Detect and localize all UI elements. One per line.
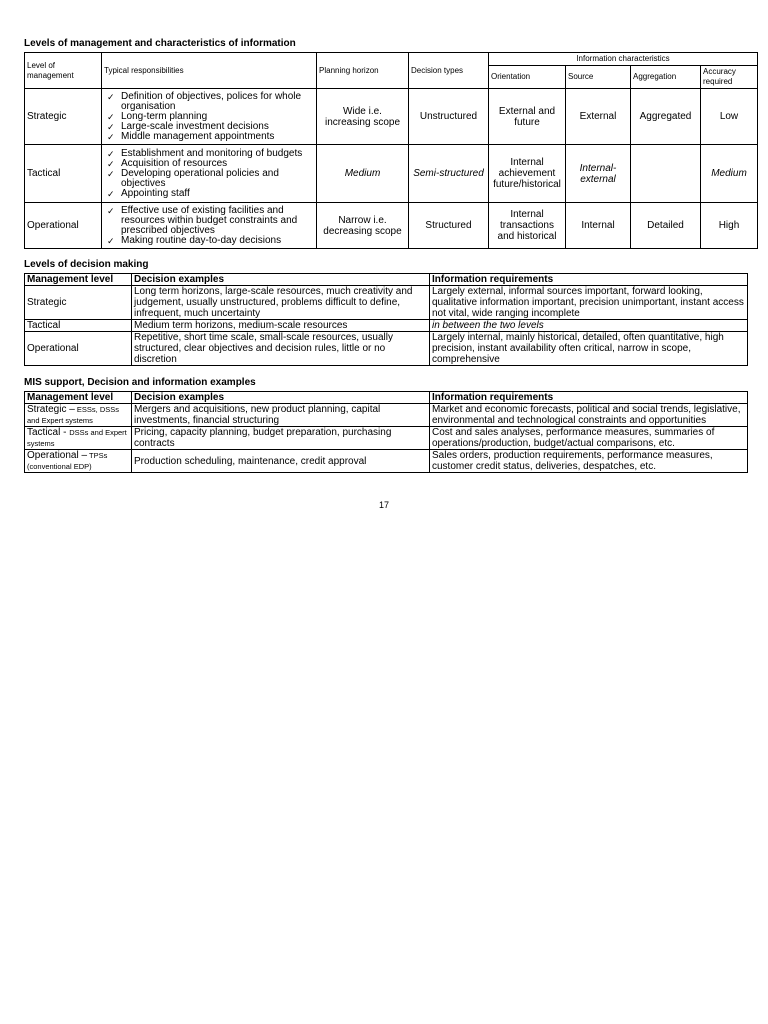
row-level bbox=[25, 450, 132, 473]
row-orientation: External and future bbox=[489, 89, 566, 145]
row-examples: Repetitive, short time scale, small-scale resources, usually structured, clear objectives and decision rules, little or no discretion bbox=[132, 332, 430, 366]
row-examples: Medium term horizons, medium-scale resources bbox=[132, 320, 430, 332]
row-level: Tactical bbox=[25, 320, 132, 332]
row-orientation: Internal achievement future/historical bbox=[489, 145, 566, 203]
list-item: ✓ Large-scale investment decisions bbox=[107, 122, 314, 132]
row-planning: Wide i.e. increasing scope bbox=[317, 89, 409, 145]
table-row bbox=[25, 89, 758, 145]
row-planning: Narrow i.e. decreasing scope bbox=[317, 203, 409, 249]
table-row bbox=[25, 450, 748, 473]
list-item: ✓ Definition of objectives, polices for whole organisation bbox=[107, 92, 314, 112]
row-level: Strategic bbox=[25, 89, 102, 145]
table-header-row bbox=[25, 392, 748, 404]
header-source: Source bbox=[566, 66, 631, 89]
row-responsibilities bbox=[102, 145, 317, 203]
header-accuracy: Accuracy required bbox=[701, 66, 758, 89]
header-management-level: Management level bbox=[25, 392, 132, 404]
header-planning: Planning horizon bbox=[317, 53, 409, 89]
row-examples: Pricing, capacity planning, budget preparation, purchasing contracts bbox=[132, 427, 430, 450]
list-item: ✓ Effective use of existing facilities and resources within budget constraints and prescribed objectives bbox=[107, 206, 314, 236]
row-decision: Structured bbox=[409, 203, 489, 249]
row-info: Market and economic forecasts, political and social trends, legislative, environmental and technological constraints and opportunities bbox=[430, 404, 748, 427]
row-info: Largely internal, mainly historical, detailed, often quantitative, high precision, instant availability often critical, narrow in scope, comprehensive bbox=[430, 332, 748, 366]
section-title-mis-support: MIS support, Decision and information examples bbox=[24, 377, 256, 388]
row-aggregation: Detailed bbox=[631, 203, 701, 249]
table-row bbox=[25, 286, 748, 320]
row-decision: Semi-structured bbox=[409, 145, 489, 203]
list-item: ✓ Establishment and monitoring of budgets bbox=[107, 149, 314, 159]
list-item: ✓ Developing operational policies and objectives bbox=[107, 169, 314, 189]
section-title-decision-making: Levels of decision making bbox=[24, 259, 149, 270]
row-level: Strategic bbox=[25, 286, 132, 320]
row-level bbox=[25, 427, 132, 450]
page-number: 17 bbox=[378, 500, 389, 510]
list-item: ✓ Making routine day-to-day decisions bbox=[107, 236, 314, 246]
row-level: Operational bbox=[25, 203, 102, 249]
row-info: Cost and sales analyses, performance measures, summaries of operations/production, budget/actual comparisons, etc. bbox=[430, 427, 748, 450]
header-info-characteristics: Information characteristics bbox=[489, 53, 758, 66]
row-examples: Long term horizons, large-scale resources, much creativity and judgement, usually unstructured, problems difficult to define, infrequent, much uncertainty bbox=[132, 286, 430, 320]
row-source: Internal bbox=[566, 203, 631, 249]
row-aggregation bbox=[631, 145, 701, 203]
level-systems: TPSs (conventional EDP) bbox=[27, 451, 108, 471]
row-decision: Unstructured bbox=[409, 89, 489, 145]
list-item: ✓ Appointing staff bbox=[107, 189, 314, 199]
section-title-management-levels: Levels of management and characteristics of information bbox=[24, 38, 296, 49]
table-row bbox=[25, 427, 748, 450]
header-aggregation: Aggregation bbox=[631, 66, 701, 89]
row-responsibilities bbox=[102, 89, 317, 145]
row-level: Operational bbox=[25, 332, 132, 366]
table-row bbox=[25, 203, 758, 249]
table-row bbox=[25, 404, 748, 427]
document-page bbox=[24, 38, 747, 473]
row-responsibilities bbox=[102, 203, 317, 249]
header-information-requirements: Information requirements bbox=[430, 392, 748, 404]
level-name: Tactical - bbox=[27, 427, 70, 438]
row-accuracy: High bbox=[701, 203, 758, 249]
row-aggregation: Aggregated bbox=[631, 89, 701, 145]
header-decision: Decision types bbox=[409, 53, 489, 89]
row-examples: Production scheduling, maintenance, credit approval bbox=[132, 450, 430, 473]
decision-making-table bbox=[24, 273, 748, 366]
row-info: Largely external, informal sources important, forward looking, qualitative information important, precision unimportant, instant access not vital, wide ranging incomplete bbox=[430, 286, 748, 320]
row-accuracy: Medium bbox=[701, 145, 758, 203]
table-row bbox=[25, 145, 758, 203]
list-item: ✓ Long-term planning bbox=[107, 112, 314, 122]
level-systems: DSSs and Expert systems bbox=[27, 428, 127, 448]
table-row bbox=[25, 320, 748, 332]
row-accuracy: Low bbox=[701, 89, 758, 145]
table-header-row bbox=[25, 53, 758, 66]
row-examples: Mergers and acquisitions, new product planning, capital investments, financial structuring bbox=[132, 404, 430, 427]
header-decision-examples: Decision examples bbox=[132, 274, 430, 286]
list-item: ✓ Acquisition of resources bbox=[107, 159, 314, 169]
table-header-row bbox=[25, 274, 748, 286]
row-source: External bbox=[566, 89, 631, 145]
row-planning: Medium bbox=[317, 145, 409, 203]
header-management-level: Management level bbox=[25, 274, 132, 286]
row-orientation: Internal transactions and historical bbox=[489, 203, 566, 249]
row-level bbox=[25, 404, 132, 427]
row-source: Internal-external bbox=[566, 145, 631, 203]
level-systems: ESSs, DSSs and Expert systems bbox=[27, 405, 119, 425]
management-characteristics-table bbox=[24, 52, 758, 249]
header-responsibilities: Typical responsibilities bbox=[102, 53, 317, 89]
level-name: Operational – bbox=[27, 450, 88, 461]
header-orientation: Orientation bbox=[489, 66, 566, 89]
list-item: ✓ Middle management appointments bbox=[107, 132, 314, 142]
header-level: Level of management bbox=[25, 53, 102, 89]
header-information-requirements: Information requirements bbox=[430, 274, 748, 286]
level-name: Strategic – bbox=[27, 404, 75, 415]
table-row bbox=[25, 332, 748, 366]
row-info: in between the two levels bbox=[430, 320, 748, 332]
row-info: Sales orders, production requirements, performance measures, customer credit status, deliveries, despatches, etc. bbox=[430, 450, 748, 473]
row-level: Tactical bbox=[25, 145, 102, 203]
mis-support-table bbox=[24, 391, 748, 473]
header-decision-examples: Decision examples bbox=[132, 392, 430, 404]
